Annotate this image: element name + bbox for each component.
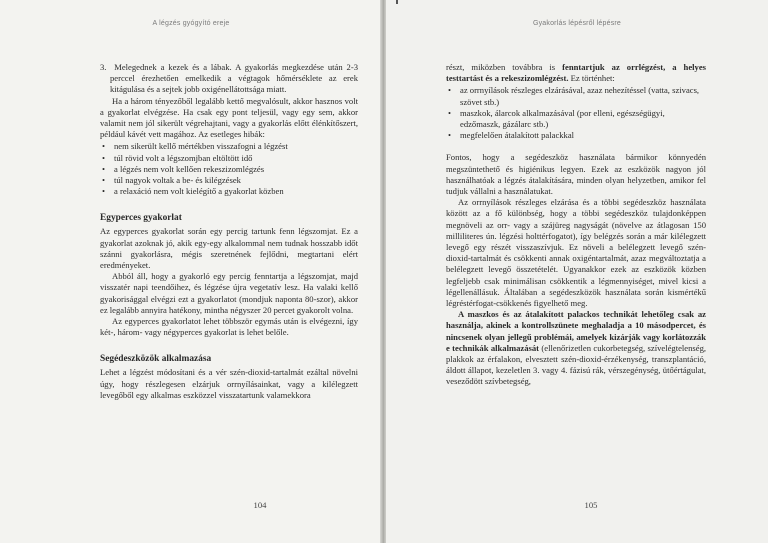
list-item: • megfelelően átalakított palackkal bbox=[446, 130, 706, 141]
page-number-left: 104 bbox=[253, 500, 267, 510]
running-head-right: Gyakorlás lépésről lépésre bbox=[532, 20, 622, 27]
paragraph-open bbox=[446, 62, 706, 84]
right-page bbox=[386, 0, 768, 543]
bold-text: fenntartjuk az orrlégzést, a helyes testtartást és a rekeszizomlégzést. bbox=[446, 62, 706, 84]
list-item: • a relaxáció nem volt kielégítő a gyakorlat közben bbox=[100, 186, 358, 197]
paragraph-intro: Ha a három tényezőből legalább kettő megvalósult, akkor hasznos volt a gyakorlat elvégzése. Ha csak egy pont teljesül, vagy egy sem, akkor valamit nem jól sikerült végrehajtani, vagy a gyakorlás előtt élénkítőszert, például kávét vett magához. Az esetleges hibák: bbox=[100, 95, 358, 140]
top-mark bbox=[396, 0, 398, 4]
paragraph: Az egyperces gyakorlatot lehet többször egymás után is elvégezni, így két-, három- vagy négyperces gyakorlat is lehet belőle. bbox=[100, 316, 358, 338]
text-run: (ellenőrizetlen cukorbetegség, szívelégtelenség, plakkok az érfalakon, elvesztett szén-dioxid-érzékenység, transzplantáció, áldott állapot, kezeletlen 3. vagy 4. fázisú rák, vérszegénység, ütőértágulat, veseződött szívbetegség, bbox=[446, 342, 707, 387]
spacer bbox=[446, 141, 706, 152]
list-item: • az orrnyílások részleges elzárásával, azaz nehezítéssel (vatta, szivacs, szövet stb.) bbox=[446, 85, 706, 107]
text-run: részt, miközben továbbra is bbox=[446, 62, 563, 72]
page-number-right: 105 bbox=[584, 500, 598, 510]
right-page-body bbox=[446, 62, 706, 388]
list-item: • túl rövid volt a légszomjban eltöltött idő bbox=[100, 153, 358, 164]
paragraph: Az orrnyílások részleges elzárása és a többi segédeszköz használata között az a fő különbség, hogy a többi segédeszköz tulajdonképpen megnöveli az orr- vagy a szájüreg nagyságát (növelve az átlagosan 150 milliliteres ún. légzési holttérfogatot), így belégzés során a már kilélegzett levegő egy részét visszaszívjuk. Ez növeli a belélegzett levegő szén-dioxid-tartalmát és csökkenti annak oxigéntartalmát, azaz megváltoztatja a belélegzett levegő összetételét. Ugyanakkor ezek az eszközök közben legfeljebb csak minimálisan csökkentik a légmennyiséget, mivel kicsi a légellenállásuk. Általában a segédeszközök használata során kismértékű légréstérfogat-csökkenés figyelhető meg. bbox=[446, 197, 706, 309]
running-head-left: A légzés gyógyító ereje bbox=[152, 20, 230, 27]
section-heading: Segédeszközök alkalmazása bbox=[100, 354, 212, 365]
list-item: • nem sikerült kellő mértékben visszafogni a légzést bbox=[100, 141, 358, 152]
list-item: • túl nagyok voltak a be- és kilégzések bbox=[100, 175, 358, 186]
error-list bbox=[100, 141, 358, 197]
list-item: • a légzés nem volt kellően rekeszizomlégzés bbox=[100, 164, 358, 175]
paragraph: Az egyperces gyakorlat során egy percig tartunk fenn légszomjat. Ez a gyakorlat azoknak jó, akik egy-egy alkalommal nem tudnak hosszabb időt szánni gyakorlásra, mégis szeretnének fejlődni, megtartani elért eredményeket. bbox=[100, 226, 358, 271]
list-item: • maszkok, álarcok alkalmazásával (por elleni, egészségügyi, edzőmaszk, gázálarc stb.) bbox=[446, 108, 706, 130]
paragraph: Fontos, hogy a segédeszköz használata bármikor könnyedén megszüntethető és higiénikus legyen. Ezek az eszközök nagyon jól használhatóak a légzés átalakítására, minden olyan helyzetben, amikor fel tudjuk vállalni a használatukat. bbox=[446, 152, 706, 197]
paragraph-bold-lead bbox=[446, 309, 706, 387]
left-page-body bbox=[100, 62, 358, 401]
options-list bbox=[446, 85, 706, 141]
paragraph: Abból áll, hogy a gyakorló egy percig fenntartja a légszomjat, majd visszatér napi teendőihez, és légzése újra vegetatív lesz. Ha valaki kellő gyakorisággal elvégzi ezt a gyakorlatot (mondjuk naponta 80-szor), akkor ez legalább annyira hatékony, mintha négyszer 20 percet gyakorolt volna. bbox=[100, 271, 358, 315]
left-page bbox=[0, 0, 382, 543]
item-number: 3. bbox=[100, 62, 107, 72]
paragraph: Lehet a légzést módosítani és a vér szén-dioxid-tartalmát ezáltal növelni úgy, hogy részlegesen elzárjuk orrnyílásainkat, vagy a kilélegzett levegőből egy alkalmas eszközzel visszatartunk valamekkora bbox=[100, 367, 358, 400]
section-heading: Egyperces gyakorlat bbox=[100, 213, 182, 224]
item-text: Melegednek a kezek és a lábak. A gyakorlás megkezdése után 2-3 perccel érezhetően emelkedik a végtagok hőmérséklete az erek kitágulása és a sejtek jobb oxigénellátottsága miatt. bbox=[110, 62, 358, 95]
numbered-item-3 bbox=[100, 62, 358, 96]
bold-text: A maszkos és az átalakított palackos technikát lehetőleg csak az használja, akinek a kontrollszünete meghaladja a 10 másodpercet, és nincsenek olyan jellegű problémái, amelyek kizárják vagy korlátozzák e technikák alkalmazását bbox=[446, 309, 706, 353]
text-run: Ez történhet: bbox=[568, 73, 615, 84]
